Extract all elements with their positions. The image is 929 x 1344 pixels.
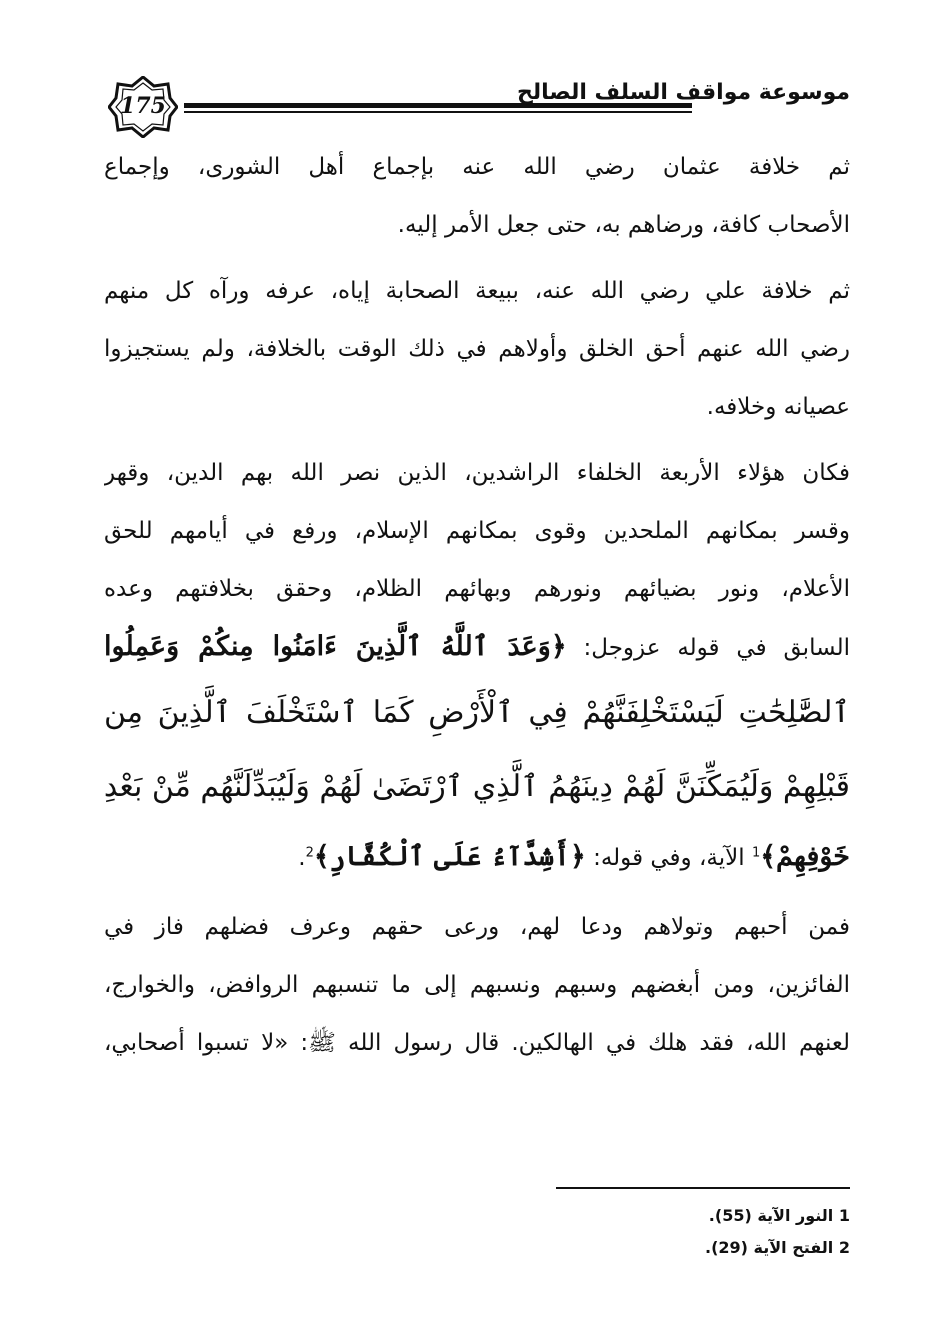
series-title: موسوعة مواقف السلف الصالح: [517, 80, 850, 105]
footnotes: [450, 1200, 850, 1264]
end-punctuation: .: [298, 845, 306, 871]
header-rule-thin: [184, 111, 692, 113]
text-line: وقسر بمكانهم الملحدين وقوى بمكانهم الإسلام، ورفع في أيامهم للحق: [104, 518, 850, 544]
text-line-with-verse: [104, 618, 850, 676]
quran-verse: ﴿وَعَدَ ٱللَّهُ ٱلَّذِينَ ءَامَنُوا مِنكُمْ وَعَمِلُوا: [104, 631, 567, 662]
text-segment: الآية، وفي قوله:: [593, 845, 745, 871]
page-number: 175: [120, 93, 166, 119]
page-header: [100, 72, 850, 136]
footnote: 2 الفتح الآية (29).: [705, 1238, 850, 1257]
text-line: الفائزين، ومن أبغضهم وسبهم ونسبهم إلى ما تنسبهم الروافض، والخوارج،: [104, 972, 850, 998]
text-line: الأعلام، ونور بضيائهم ونورهم وبهائهم الظلام، وحقق بخلافتهم وعده: [104, 576, 850, 602]
quran-verse-line: ٱلصَّٰلِحَٰتِ لَيَسْتَخْلِفَنَّهُمْ فِي ٱلْأَرْضِ كَمَا ٱسْتَخْلَفَ ٱلَّذِينَ مِن: [104, 695, 850, 730]
quran-verse: خَوْفِهِمْ﴾: [760, 841, 850, 872]
text-line: لعنهم الله، فقد هلك في الهالكين. قال رسول الله ﷺ: «لا تسبوا أصحابي،: [104, 1030, 850, 1056]
main-text: [104, 138, 850, 1072]
footnote: 1 النور الآية (55).: [708, 1206, 850, 1225]
text-line: ثم خلافة علي رضي الله عنه، ببيعة الصحابة إياه، عرفه ورآه كل منهم: [104, 278, 850, 304]
verse-tail-line: [104, 824, 850, 890]
footnote-ref: 2: [305, 845, 314, 861]
text-segment: السابق في قوله عزوجل:: [583, 635, 850, 661]
text-line: الأصحاب كافة، ورضاهم به، حتى جعل الأمر إليه.: [397, 212, 850, 238]
text-line: رضي الله عنهم أحق الخلق وأولاهم في ذلك الوقت بالخلافة، ولم يستجيزوا: [104, 336, 850, 362]
text-line: فكان هؤلاء الأربعة الخلفاء الراشدين، الذين نصر الله بهم الدين، وقهر: [104, 460, 850, 486]
quran-verse: ﴿أَشِدَّآءُ عَلَى ٱلْكُفَّارِ﴾: [313, 841, 586, 872]
text-line: عصيانه وخلافه.: [706, 394, 850, 420]
text-line: ثم خلافة عثمان رضي الله عنه بإجماع أهل الشورى، وإجماع: [104, 154, 850, 180]
footnote-separator: [556, 1187, 850, 1189]
footnote-ref: 1: [751, 845, 761, 861]
quran-verse-line: قَبْلِهِمْ وَلَيُمَكِّنَنَّ لَهُمْ دِينَهُمُ ٱلَّذِي ٱرْتَضَىٰ لَهُمْ وَلَيُبَدِّلَنَّهُم مِّنْ بَعْدِ: [104, 769, 850, 804]
page-number-badge: [108, 76, 178, 138]
text-line: فمن أحبهم وتولاهم ودعا لهم، ورعى حقهم وعرف فضلهم فاز في: [104, 914, 850, 940]
